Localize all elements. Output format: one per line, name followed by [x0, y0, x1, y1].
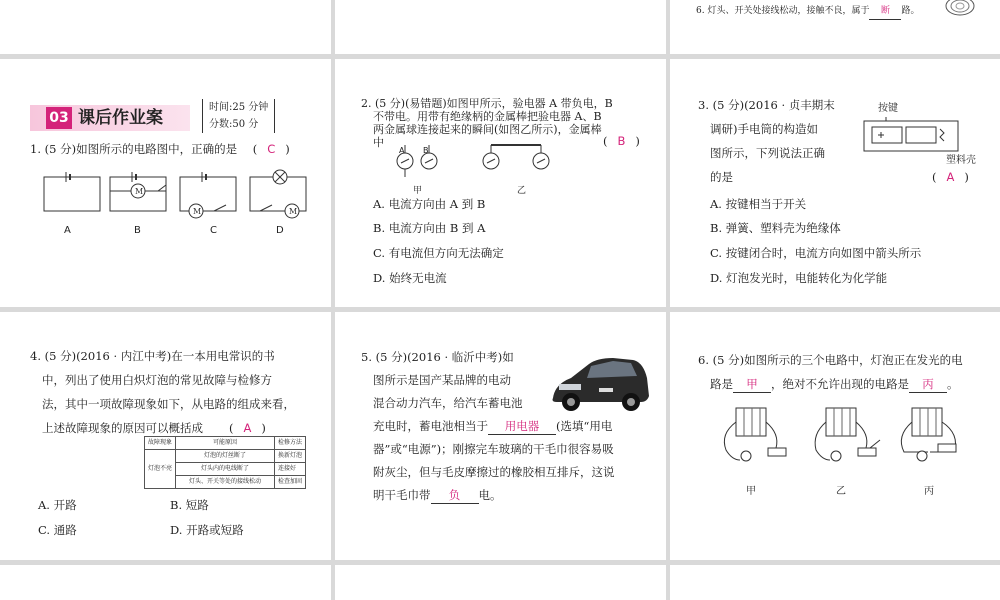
q6-prev-answer: 断	[869, 3, 901, 20]
q5-answer-1: 用电器	[488, 418, 556, 435]
table-fix-1: 换新灯泡	[275, 450, 306, 463]
q2-stem: 2. (5 分)(易错题)如图甲所示，验电器 A 带负电，B 不带电。用带有绝缘柄的金属棒把验电器 A、B 两金属球连接起来的瞬间(如图乙所示)，金属棒 中	[361, 97, 613, 149]
q2-fig-jia: 甲	[413, 186, 423, 196]
q2-option-c: C. 有电流但方向无法确定	[373, 246, 504, 260]
q6-answer-1: 甲	[733, 376, 771, 393]
slide-bottom-right	[670, 565, 1000, 600]
q3-answer: A	[946, 170, 955, 184]
q4-option-d: D. 开路或短路	[170, 523, 244, 537]
q3-option-a: A. 按键相当于开关	[710, 197, 807, 211]
q4-stem: 4. (5 分)(2016 · 内江中考)在一本用电常识的书 中，列出了使用白炽灯泡的常见故障与检修方 法，其中一项故障现象如下，从电路的组成来看， 上述故障现象的原因可以概括成 ( A )	[30, 349, 295, 435]
q2-electroscope-figure	[391, 143, 591, 183]
q2-answer: B	[617, 134, 626, 148]
q3-answer-paren: ( A )	[932, 170, 969, 184]
q1-label-c: C	[210, 225, 217, 236]
q6-prev-text: 6. 灯头、开关处接线松动，接触不良，属于	[696, 6, 870, 16]
slide-top-middle	[335, 0, 666, 54]
q6-answer-2: 丙	[909, 376, 947, 393]
slide-q3	[670, 59, 1000, 307]
q2-label-b: B	[423, 146, 429, 155]
slide-q1	[0, 59, 331, 307]
q6-label-yi: 乙	[836, 486, 846, 497]
slide-q4	[0, 312, 331, 560]
header-score: 分数:50 分	[209, 119, 259, 130]
hybrid-car-image	[547, 348, 651, 414]
q6-label-jia: 甲	[746, 486, 756, 497]
slide-bottom-left	[0, 565, 331, 600]
q5-stem: 5. (5 分)(2016 · 临沂中考)如 图所示是国产某品牌的电动 混合动力汽车，给汽车蓄电池 充电时，蓄电池相当于 用电器 (选填“用电 器”或“电源”)；刚擦完车玻璃的干毛巾很容易吸 附灰尘，但与毛皮摩擦过的橡胶相互排斥，这说 明干毛巾带 负 电。	[361, 350, 615, 502]
q1-text: 1. (5 分)如图所示的电路图中，正确的是 ( C )	[30, 142, 290, 156]
table-cause-2: 灯头内的电线断了	[176, 463, 275, 476]
slide-q5	[335, 312, 666, 560]
q6-label-bing: 丙	[924, 486, 934, 497]
table-fix-2: 连接好	[275, 463, 306, 476]
slide-top-left	[0, 0, 331, 54]
q2-answer-paren: ( B )	[603, 134, 640, 148]
header-time-box	[202, 99, 275, 133]
q1-answer: C	[267, 142, 276, 156]
q3-option-d: D. 灯泡发光时，电能转化为化学能	[710, 271, 888, 285]
q6-stem: 6. (5 分)如图所示的三个电路中，灯泡正在发光的电 路是 甲 ，绝对不允许出现的电路是 丙 。	[698, 353, 963, 391]
table-head-symptom: 故障现象	[145, 437, 176, 450]
svg-text:M: M	[193, 207, 202, 216]
q1-label-d: D	[276, 225, 284, 236]
q3-stem: 3. (5 分)(2016 · 贞丰期末 调研)手电筒的构造如 图所示，下列说法正确 的是	[698, 98, 835, 184]
q4-answer: A	[243, 421, 252, 435]
q6-circuits	[716, 404, 986, 474]
top-right-question	[696, 1, 919, 21]
q3-label-shell: 塑料壳	[946, 155, 976, 166]
q6-prev-end: 路。	[901, 6, 920, 16]
q4-option-a: A. 开路	[38, 498, 77, 512]
q2-option-d: D. 始终无电流	[373, 271, 447, 285]
q4-option-c: C. 通路	[38, 523, 77, 537]
ring-figure	[942, 0, 982, 20]
table-cause-1: 灯泡的灯丝断了	[176, 450, 275, 463]
header-badge: 03	[46, 107, 72, 129]
q3-label-button: 按键	[878, 103, 898, 114]
slide-q6	[670, 312, 1000, 560]
q3-option-b: B. 弹簧、塑料壳为绝缘体	[710, 221, 841, 235]
q4-fault-table	[144, 436, 306, 489]
q1-label-b: B	[134, 225, 141, 236]
svg-text:M: M	[289, 207, 298, 216]
slide-q2	[335, 59, 666, 307]
table-cause-3: 灯头、开关等处的接线松动	[176, 476, 275, 489]
svg-text:M: M	[135, 187, 144, 196]
q1-label-a: A	[64, 225, 71, 236]
q4-option-b: B. 短路	[170, 498, 209, 512]
header-title: 课后作业案	[78, 108, 163, 128]
table-symptom: 灯泡不亮	[145, 450, 176, 489]
table-fix-3: 检查加固	[275, 476, 306, 489]
q5-answer-2: 负	[431, 487, 479, 504]
q2-fig-yi: 乙	[517, 186, 527, 196]
q1-circuits	[40, 171, 331, 231]
header-time: 时间:25 分钟	[209, 102, 269, 113]
q2-option-a: A. 电流方向由 A 到 B	[373, 197, 486, 211]
q3-option-c: C. 按键闭合时，电流方向如图中箭头所示	[710, 246, 922, 260]
slide-bottom-middle	[335, 565, 666, 600]
table-head-fix: 检修方法	[275, 437, 306, 450]
table-head-cause: 可能原因	[176, 437, 275, 450]
q2-option-b: B. 电流方向由 B 到 A	[373, 221, 486, 235]
q2-label-a: A	[399, 146, 405, 155]
slide-top-right	[670, 0, 1000, 54]
